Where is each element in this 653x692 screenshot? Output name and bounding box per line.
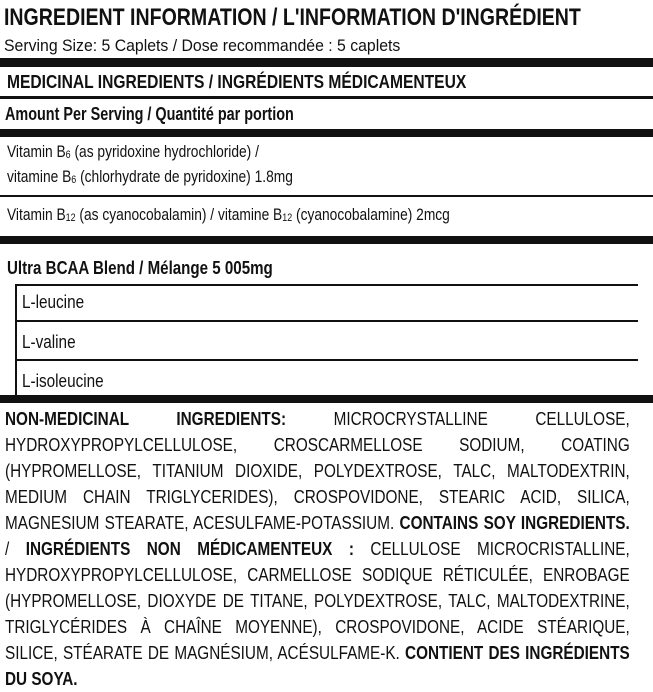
- vitamin-b6-en: Vitamin $B_6$ (as pyridoxine hydrochloride) /: [7, 142, 259, 161]
- thick-divider-top: [0, 58, 653, 67]
- medicinal-heading: MEDICINAL INGREDIENTS / INGRÉDIENTS MÉDICAMENTEUX: [7, 72, 467, 92]
- amount-per-serving-label: Amount Per Serving / Quantité par portion: [5, 104, 294, 124]
- non-medicinal-list-fr: CELLULOSE MICROCRISTALLINE, HYDROXYPROPYLCELLULOSE, CARMELLOSE SODIQUE RÉTICULÉE, ENROBAGE (HYPROMELLOSE, DIOXYDE DE TITANE, POLYDEXTROSE, TALC, MALTODEXTRINE, TRIGLYCÉRIDES À CHAÎNE MOYENNE), CROSPOVIDONE, ACIDE STÉARIQUE, SILICE, STÉARATE DE MAGNÉSIUM, ACÉSULFAME-K.: [5, 539, 630, 663]
- bcaa-blend-label: Ultra BCAA Blend / Mélange 5 005mg: [7, 258, 273, 278]
- language-separator: /: [5, 539, 26, 559]
- non-medicinal-label-fr: INGRÉDIENTS NON MÉDICAMENTEUX :: [25, 539, 354, 559]
- divider-b6: [0, 195, 653, 197]
- non-medicinal-ingredients: [5, 406, 630, 692]
- soy-warning-en: CONTAINS SOY INGREDIENTS.: [399, 513, 630, 533]
- non-medicinal-list-en: MICROCRYSTALLINE CELLULOSE, HYDROXYPROPYLCELLULOSE, CROSCARMELLOSE SODIUM, COATING (HYPROMELLOSE, TITANIUM DIOXIDE, POLYDEXTROSE, TALC, MALTODEXTRIN, MEDIUM CHAIN TRIGLYCERIDES), CROSPOVIDONE, STEARIC ACID, SILICA, MAGNESIUM STEARATE, ACESULFAME-POTASSIUM.: [5, 409, 630, 533]
- blend-divider: [15, 284, 638, 286]
- thick-divider-bottom: [0, 395, 653, 403]
- vitamin-b6-row: [7, 141, 293, 191]
- thick-divider-b12: [0, 236, 653, 244]
- blend-divider: [15, 320, 638, 322]
- vitamin-b6-fr: vitamine $B_6$ (chlorhydrate de pyridoxine) 1.8mg: [7, 167, 293, 186]
- blend-divider: [15, 359, 638, 361]
- panel-title: INGREDIENT INFORMATION / L'INFORMATION D'INGRÉDIENT: [4, 4, 581, 31]
- blend-item-isoleucine: L-isoleucine: [22, 371, 104, 391]
- vitamin-b12-row: Vitamin $B_{12}$ (as cyanocobalamin) / vitamine $B_{12}$ (cyanocobalamine) 2mcg: [7, 205, 450, 224]
- blend-item-leucine: L-leucine: [22, 292, 85, 312]
- divider-medicinal: [0, 96, 653, 99]
- serving-size: Serving Size: 5 Caplets / Dose recommandée : 5 caplets: [4, 36, 401, 55]
- soy-warning-fr: CONTIENT DES INGRÉDIENTS DU SOYA.: [5, 643, 630, 689]
- blend-item-valine: L-valine: [22, 332, 76, 352]
- thick-divider-amount: [0, 129, 653, 137]
- non-medicinal-label-en: NON-MEDICINAL INGREDIENTS:: [5, 409, 287, 429]
- blend-indent-line: [15, 284, 17, 395]
